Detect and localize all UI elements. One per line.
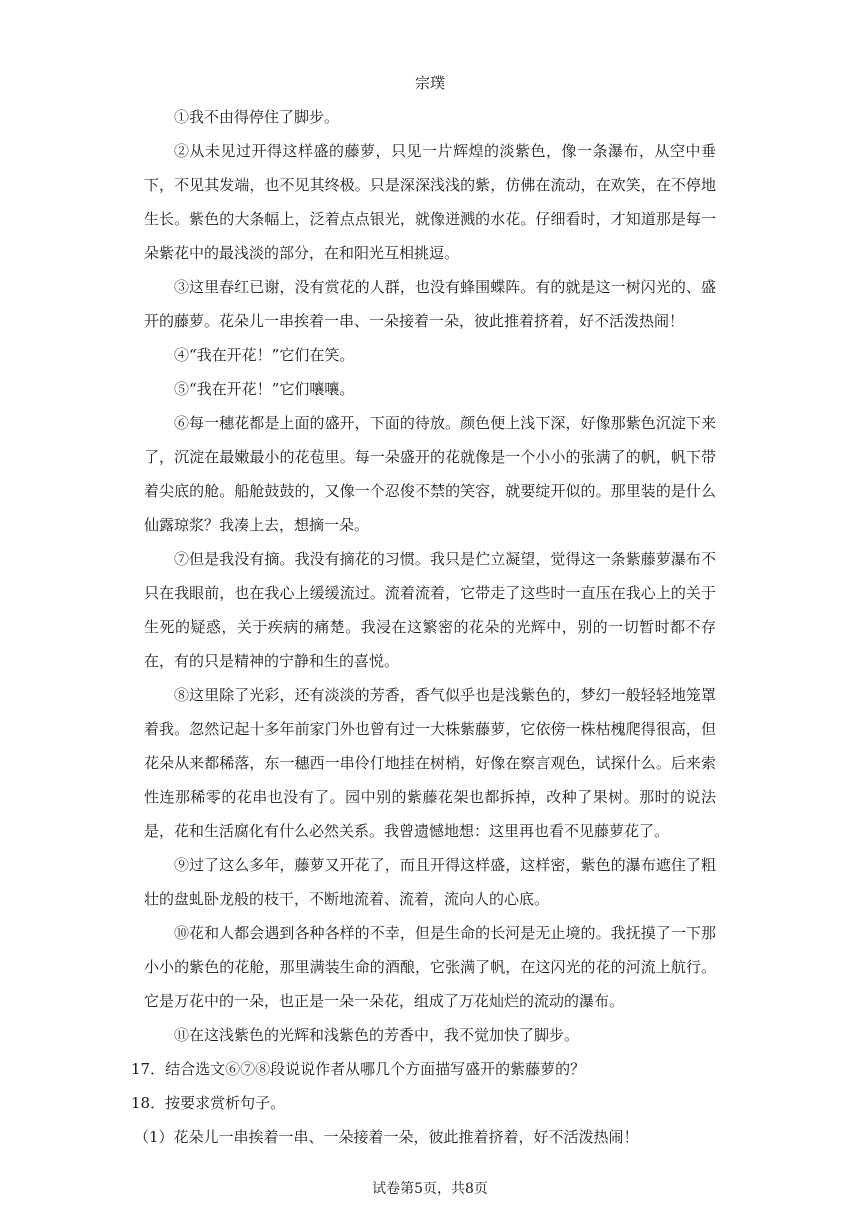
- paragraph-3: ③这里春红已谢，没有赏花的人群，也没有蜂围蝶阵。有的就是这一树闪光的、盛开的藤萝。花朵儿一串挨着一串、一朵接着一朵，彼此推着挤着，好不活泼热闹！: [144, 278, 716, 330]
- paragraph-7: ⑦但是我没有摘。我没有摘花的习惯。我只是伫立凝望，觉得这一条紫藤萝瀑布不只在我眼前，也在我心上缓缓流过。流着流着，它带走了这些时一直压在我心上的关于生死的疑惑，关于疾病的痛楚。我浸在这繁密的花朵的光辉中，别的一切暂时都不存在，有的只是精神的宁静和生的喜悦。: [144, 550, 716, 670]
- paragraph-6: ⑥每一穗花都是上面的盛开，下面的待放。颜色便上浅下深，好像那紫色沉淀下来了，沉淀在最嫩最小的花苞里。每一朵盛开的花就像是一个小小的张满了的帆，帆下带着尖底的舱。船舱鼓鼓的，又像一个忍俊不禁的笑容，就要绽开似的。那里装的是什么仙露琼浆？我凑上去，想摘一朵。: [144, 414, 716, 534]
- question-17: 17．结合选文⑥⑦⑧段说说作者从哪几个方面描写盛开的紫藤萝的？: [131, 1060, 586, 1078]
- paragraph-10: ⑩花和人都会遇到各种各样的不幸，但是生命的长河是无止境的。我抚摸了一下那小小的紫色的花舱，那里满装生命的酒酿，它张满了帆，在这闪光的花的河流上航行。它是万花中的一朵，也正是一朵一朵花，组成了万花灿烂的流动的瀑布。: [144, 924, 716, 1010]
- paragraph-5: ⑤“我在开花！”它们嚷嚷。: [174, 380, 355, 398]
- article-body: [131, 100, 716, 1154]
- paragraph-11: ⑪在这浅紫色的光辉和浅紫色的芳香中，我不觉加快了脚步。: [174, 1026, 580, 1044]
- paragraph-1: ①我不由得停住了脚步。: [174, 108, 340, 126]
- page-footer: 试卷第5页，共8页: [372, 1181, 488, 1197]
- paragraph-4: ④“我在开花！”它们在笑。: [174, 346, 355, 364]
- author-name: 宗璞: [414, 74, 445, 92]
- paragraph-9: ⑨过了这么多年，藤萝又开花了，而且开得这样盛，这样密，紫色的瀑布遮住了粗壮的盘虬卧龙般的枝干，不断地流着、流着，流向人的心底。: [144, 856, 716, 908]
- paragraph-8: ⑧这里除了光彩，还有淡淡的芳香，香气似乎也是浅紫色的，梦幻一般轻轻地笼罩着我。忽然记起十多年前家门外也曾有过一大株紫藤萝，它依傍一株枯槐爬得很高，但花朵从来都稀落，东一穗西一串伶仃地挂在树梢，好像在察言观色，试探什么。后来索性连那稀零的花串也没有了。园中别的紫藤花架也都拆掉，改种了果树。那时的说法是，花和生活腐化有什么必然关系。我曾遗憾地想：这里再也看不见藤萝花了。: [144, 686, 716, 840]
- question-18: 18．按要求赏析句子。: [131, 1094, 286, 1112]
- question-18-1: （1）花朵儿一串挨着一串、一朵接着一朵，彼此推着挤着，好不活泼热闹！: [134, 1128, 639, 1146]
- paragraph-2: ②从未见过开得这样盛的藤萝，只见一片辉煌的淡紫色，像一条瀑布，从空中垂下，不见其发端，也不见其终极。只是深深浅浅的紫，仿佛在流动，在欢笑，在不停地生长。紫色的大条幅上，泛着点点银光，就像迸溅的水花。仔细看时，才知道那是每一朵紫花中的最浅淡的部分，在和阳光互相挑逗。: [144, 142, 716, 262]
